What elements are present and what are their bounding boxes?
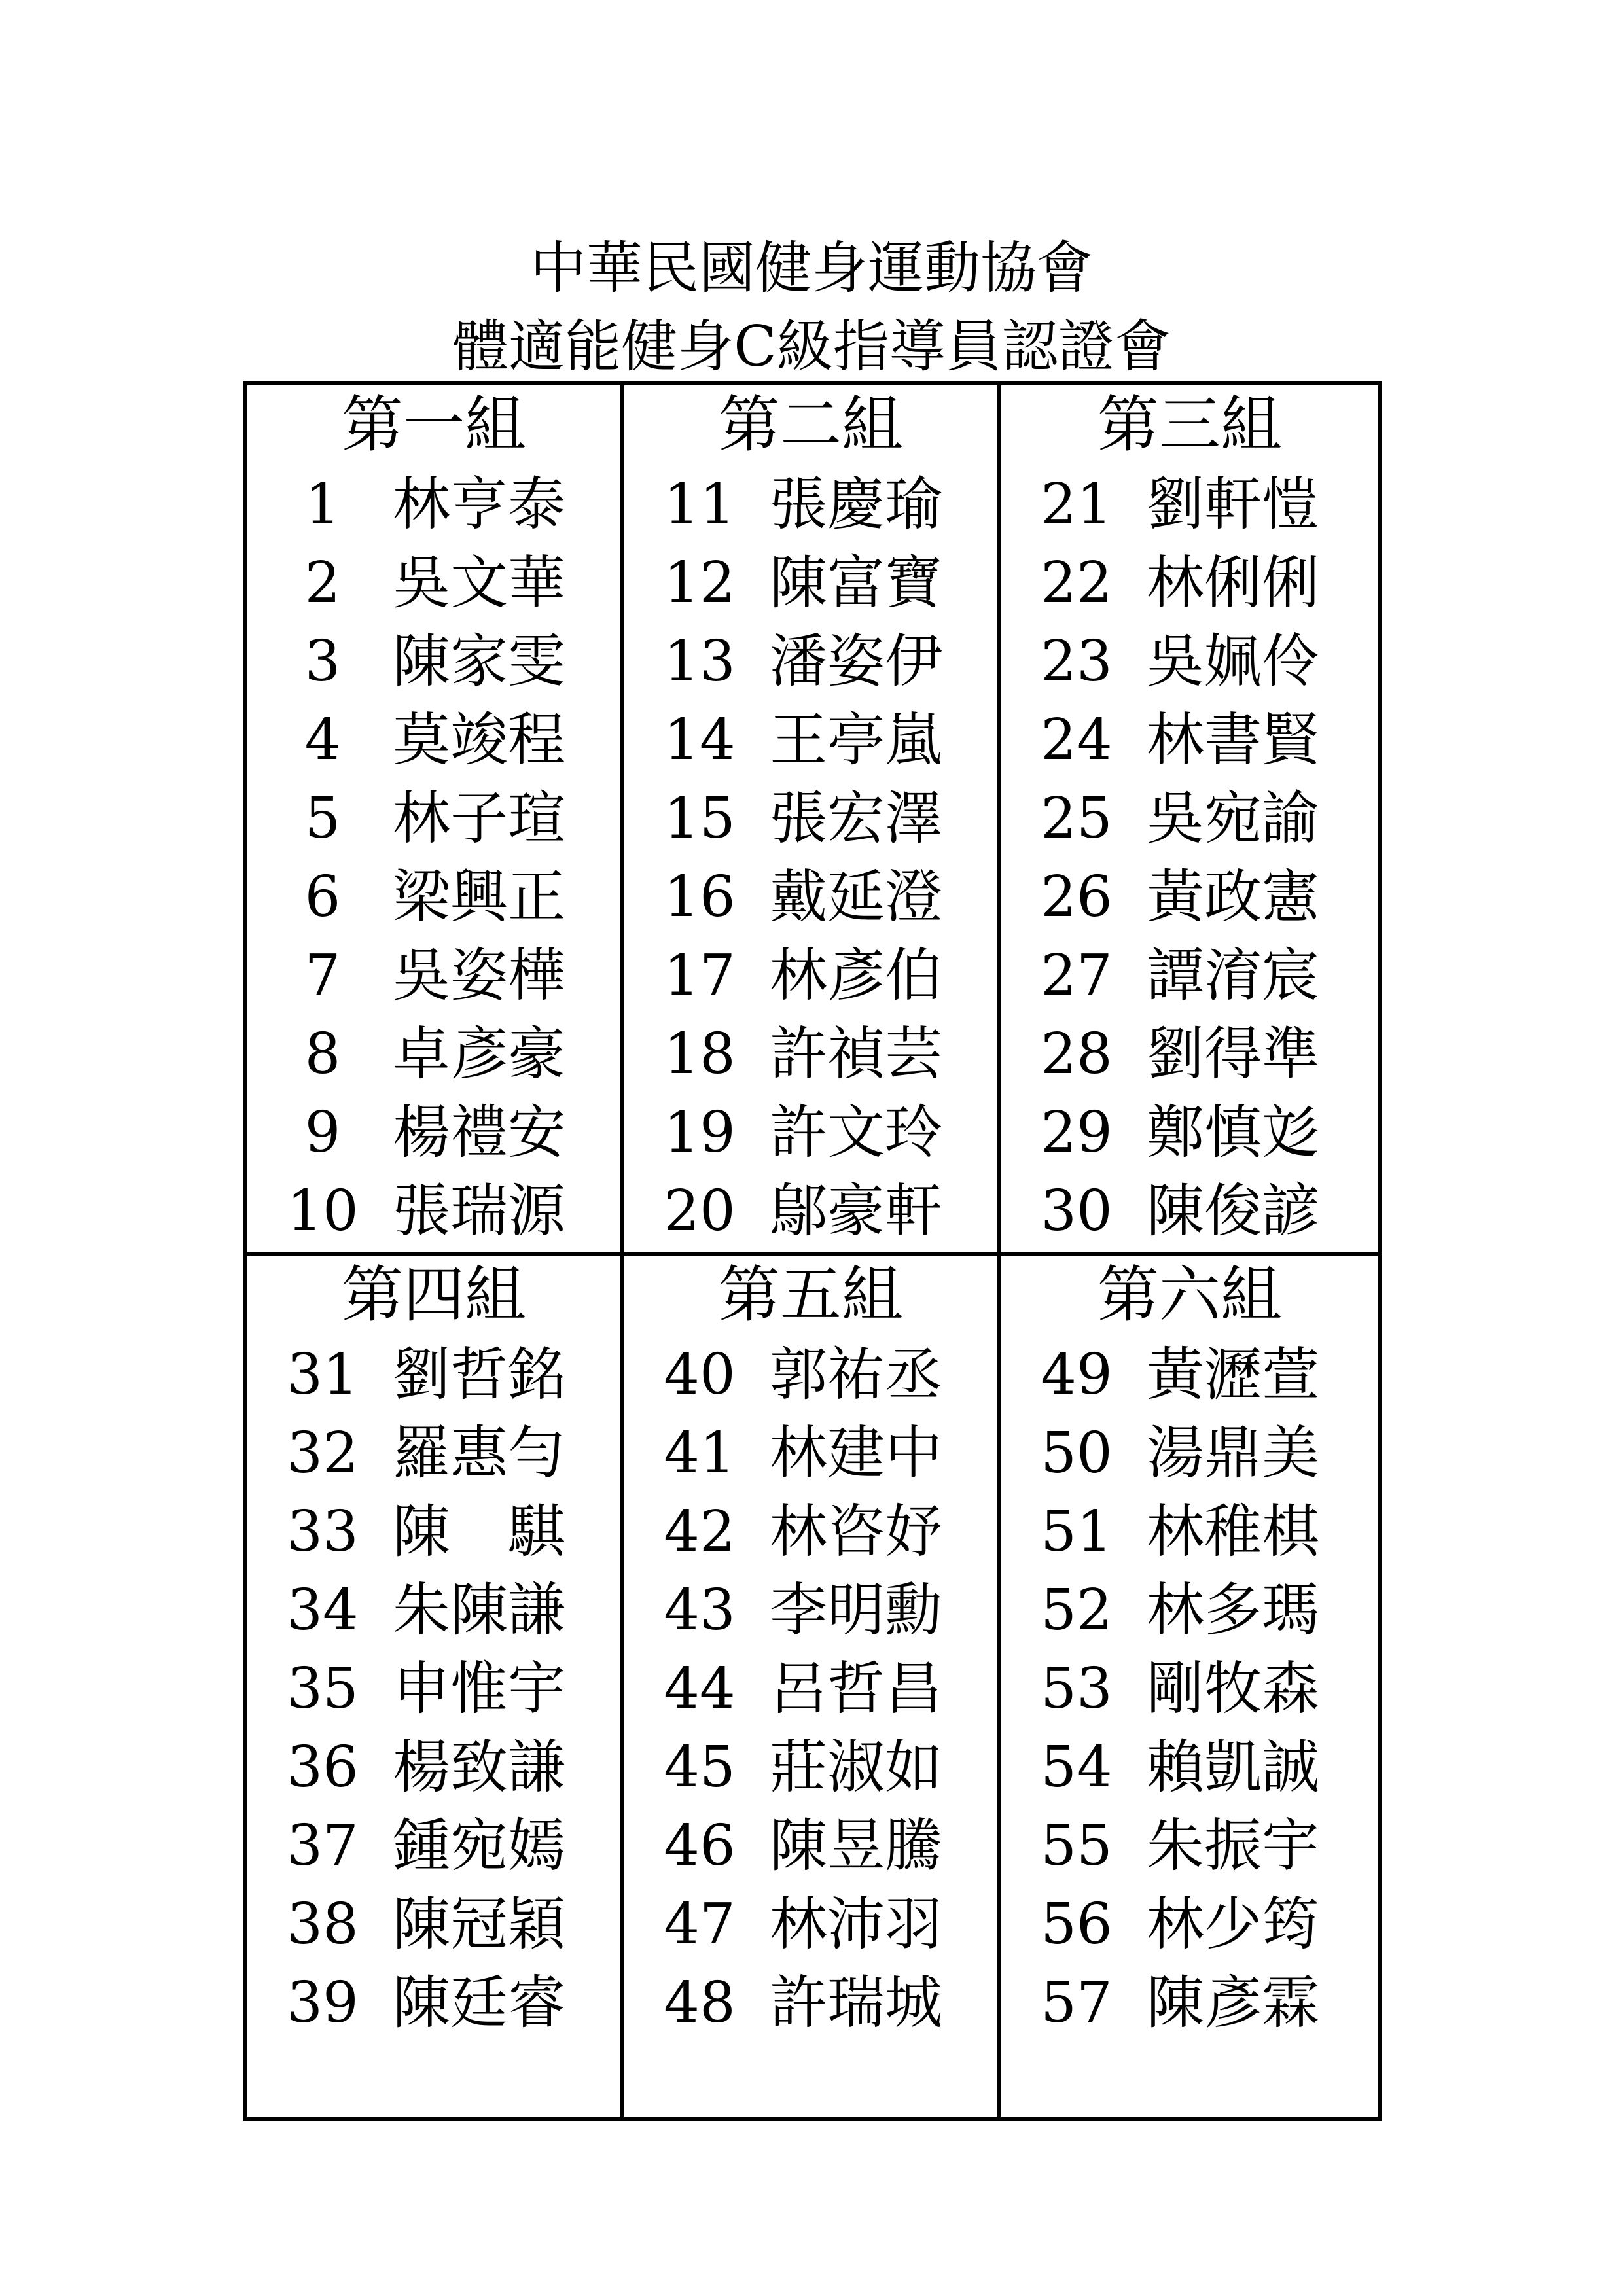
member-row <box>247 1571 620 1650</box>
member-row <box>1001 1571 1378 1650</box>
member-number: 47 <box>664 1892 736 1957</box>
member-name: 呂哲昌 <box>770 1655 943 1722</box>
member-row <box>247 544 620 622</box>
group-title: 第四組 <box>341 1260 526 1331</box>
member-name: 李明勳 <box>770 1576 943 1644</box>
member-row <box>624 1093 997 1172</box>
member-row <box>1001 1172 1378 1250</box>
member-number: 12 <box>664 550 736 616</box>
member-name: 劉得準 <box>1147 1020 1320 1087</box>
member-row <box>1001 1964 1378 2042</box>
member-number: 27 <box>1041 943 1113 1008</box>
member-row <box>247 1093 620 1172</box>
group-cell <box>624 385 1001 1256</box>
member-row <box>1001 622 1378 701</box>
member-number: 39 <box>287 1970 359 2036</box>
group-cell <box>247 1256 624 2117</box>
member-name: 莊淑如 <box>770 1733 943 1801</box>
member-number: 49 <box>1041 1342 1113 1407</box>
member-row <box>1001 701 1378 779</box>
group-cell <box>624 1256 1001 2117</box>
member-list <box>624 465 997 1250</box>
member-number: 53 <box>1041 1656 1113 1722</box>
member-row <box>247 465 620 544</box>
member-row <box>624 1414 997 1492</box>
member-name: 林書賢 <box>1147 706 1320 773</box>
member-number: 25 <box>1041 786 1113 851</box>
member-row <box>1001 1728 1378 1807</box>
member-row <box>1001 544 1378 622</box>
member-row <box>624 936 997 1015</box>
member-name: 鄭慎彣 <box>1147 1099 1320 1166</box>
member-name: 許瑞城 <box>770 1969 943 2036</box>
group-roster-table <box>243 381 1382 2121</box>
member-name: 張宏澤 <box>770 785 943 852</box>
member-row <box>247 858 620 936</box>
member-row <box>624 1964 997 2042</box>
member-list <box>247 465 620 1250</box>
member-name: 鍾宛嫣 <box>393 1812 566 1879</box>
member-number: 23 <box>1041 629 1113 694</box>
member-number: 29 <box>1041 1100 1113 1165</box>
member-row <box>1001 1650 1378 1728</box>
member-number: 21 <box>1041 472 1113 537</box>
member-number: 46 <box>664 1813 736 1879</box>
member-number: 48 <box>664 1970 736 2036</box>
member-row <box>1001 1335 1378 1414</box>
document-subtitle: 體適能健身C級指導員認證會 <box>452 314 1171 380</box>
member-name: 吳姿樺 <box>393 942 566 1009</box>
member-row <box>247 1650 620 1728</box>
member-number: 28 <box>1041 1021 1113 1087</box>
member-name: 黃瀝萱 <box>1147 1341 1320 1408</box>
member-number: 1 <box>304 472 341 537</box>
member-number: 19 <box>664 1100 736 1165</box>
member-number: 36 <box>287 1735 359 1800</box>
member-number: 54 <box>1041 1735 1113 1800</box>
member-row <box>624 779 997 858</box>
member-list <box>247 1335 620 2042</box>
member-name: 陳廷睿 <box>393 1969 566 2036</box>
member-name: 潘姿伊 <box>770 627 943 695</box>
group-title: 第三組 <box>1097 389 1282 461</box>
member-row <box>624 858 997 936</box>
member-number: 15 <box>664 786 736 851</box>
member-number: 22 <box>1041 550 1113 616</box>
member-row <box>1001 1492 1378 1571</box>
member-number: 8 <box>304 1021 341 1087</box>
member-name: 朱振宇 <box>1147 1812 1320 1879</box>
member-name: 林多瑪 <box>1147 1576 1320 1644</box>
member-row <box>624 1172 997 1250</box>
member-number: 5 <box>304 786 341 851</box>
member-name: 卓彥豪 <box>393 1020 566 1087</box>
member-row <box>247 1807 620 1885</box>
member-number: 30 <box>1041 1178 1113 1244</box>
member-number: 31 <box>287 1342 359 1407</box>
member-row <box>247 1492 620 1571</box>
member-number: 16 <box>664 864 736 930</box>
member-number: 14 <box>664 707 736 773</box>
member-name: 許文玲 <box>770 1099 943 1166</box>
member-name: 林咨妤 <box>770 1498 943 1565</box>
member-number: 52 <box>1041 1578 1113 1643</box>
member-row <box>247 1414 620 1492</box>
document-title: 中華民國健身運動協會 <box>530 236 1093 301</box>
member-row <box>624 465 997 544</box>
member-name: 梁興正 <box>393 863 566 930</box>
member-name: 林建中 <box>770 1419 943 1487</box>
member-number: 26 <box>1041 864 1113 930</box>
member-number: 44 <box>664 1656 736 1722</box>
member-name: 剛牧森 <box>1147 1655 1320 1722</box>
member-list <box>1001 1335 1378 2042</box>
member-number: 7 <box>304 943 341 1008</box>
group-title: 第五組 <box>718 1260 903 1331</box>
member-name: 羅惠勻 <box>393 1419 566 1487</box>
member-name: 林彥伯 <box>770 942 943 1009</box>
member-row <box>1001 1885 1378 1964</box>
member-name: 林沛羽 <box>770 1890 943 1958</box>
member-number: 50 <box>1041 1421 1113 1486</box>
member-row <box>247 936 620 1015</box>
member-number: 3 <box>304 629 341 694</box>
member-row <box>624 1885 997 1964</box>
member-name: 申惟宇 <box>393 1655 566 1722</box>
member-name: 戴延澄 <box>770 863 943 930</box>
member-row <box>1001 1015 1378 1093</box>
member-name: 吳姵伶 <box>1147 627 1320 695</box>
member-number: 43 <box>664 1578 736 1643</box>
member-name: 楊致謙 <box>393 1733 566 1801</box>
member-row <box>247 1172 620 1250</box>
member-name: 劉軒愷 <box>1147 470 1320 538</box>
member-row <box>1001 936 1378 1015</box>
member-row <box>624 1807 997 1885</box>
member-row <box>624 1015 997 1093</box>
member-name: 陳俊諺 <box>1147 1177 1320 1245</box>
member-name: 朱陳謙 <box>393 1576 566 1644</box>
member-row <box>1001 779 1378 858</box>
group-title: 第二組 <box>718 389 903 461</box>
member-row <box>247 1335 620 1414</box>
member-name: 陳家雯 <box>393 627 566 695</box>
member-number: 18 <box>664 1021 736 1087</box>
member-number: 9 <box>304 1100 341 1165</box>
group-title: 第六組 <box>1097 1260 1282 1331</box>
member-name: 張瑞源 <box>393 1177 566 1245</box>
member-name: 賴凱誠 <box>1147 1733 1320 1801</box>
member-row <box>624 1650 997 1728</box>
member-number: 10 <box>287 1178 359 1244</box>
member-row <box>247 1728 620 1807</box>
member-number: 51 <box>1041 1499 1113 1564</box>
member-name: 陳 騏 <box>393 1498 566 1565</box>
member-number: 20 <box>664 1178 736 1244</box>
member-name: 湯鼎美 <box>1147 1419 1320 1487</box>
member-number: 57 <box>1041 1970 1113 2036</box>
member-name: 王亭嵐 <box>770 706 943 773</box>
member-row <box>247 1964 620 2042</box>
member-number: 37 <box>287 1813 359 1879</box>
member-name: 林稚棋 <box>1147 1498 1320 1565</box>
member-name: 許禎芸 <box>770 1020 943 1087</box>
member-name: 吳文華 <box>393 549 566 616</box>
group-cell <box>1001 385 1378 1256</box>
group-cell <box>247 385 624 1256</box>
member-name: 林少筠 <box>1147 1890 1320 1958</box>
member-name: 林子瑄 <box>393 785 566 852</box>
member-name: 莫竣程 <box>393 706 566 773</box>
member-number: 40 <box>664 1342 736 1407</box>
member-row <box>624 701 997 779</box>
member-number: 17 <box>664 943 736 1008</box>
member-name: 陳富寶 <box>770 549 943 616</box>
group-title: 第一組 <box>341 389 526 461</box>
member-name: 吳宛諭 <box>1147 785 1320 852</box>
member-row <box>1001 1093 1378 1172</box>
member-row <box>247 622 620 701</box>
member-number: 38 <box>287 1892 359 1957</box>
member-name: 林亨泰 <box>393 470 566 538</box>
member-number: 2 <box>304 550 341 616</box>
member-row <box>247 779 620 858</box>
member-row <box>624 1728 997 1807</box>
member-list <box>624 1335 997 2042</box>
member-number: 34 <box>287 1578 359 1643</box>
member-number: 13 <box>664 629 736 694</box>
member-number: 4 <box>304 707 341 773</box>
member-number: 41 <box>664 1421 736 1486</box>
member-row <box>1001 1414 1378 1492</box>
member-row <box>1001 858 1378 936</box>
member-name: 黃政憲 <box>1147 863 1320 930</box>
member-name: 譚淯宸 <box>1147 942 1320 1009</box>
member-row <box>624 1492 997 1571</box>
member-name: 陳彥霖 <box>1147 1969 1320 2036</box>
member-number: 33 <box>287 1499 359 1564</box>
member-number: 6 <box>304 864 341 930</box>
member-number: 24 <box>1041 707 1113 773</box>
member-number: 42 <box>664 1499 736 1564</box>
member-row <box>624 622 997 701</box>
member-list <box>1001 465 1378 1250</box>
member-row <box>624 1335 997 1414</box>
member-number: 45 <box>664 1735 736 1800</box>
member-row <box>1001 465 1378 544</box>
member-name: 郭祐丞 <box>770 1341 943 1408</box>
member-number: 32 <box>287 1421 359 1486</box>
member-row <box>624 1571 997 1650</box>
member-name: 陳冠穎 <box>393 1890 566 1958</box>
member-name: 楊禮安 <box>393 1099 566 1166</box>
member-row <box>247 1015 620 1093</box>
member-number: 35 <box>287 1656 359 1722</box>
member-row <box>624 544 997 622</box>
member-name: 鄔豪軒 <box>770 1177 943 1245</box>
member-name: 陳昱騰 <box>770 1812 943 1879</box>
member-number: 55 <box>1041 1813 1113 1879</box>
group-cell <box>1001 1256 1378 2117</box>
member-row <box>1001 1807 1378 1885</box>
member-name: 林俐俐 <box>1147 549 1320 616</box>
member-number: 11 <box>664 472 736 537</box>
member-row <box>247 1885 620 1964</box>
member-name: 張慶瑜 <box>770 470 943 538</box>
member-name: 劉哲銘 <box>393 1341 566 1408</box>
member-row <box>247 701 620 779</box>
member-number: 56 <box>1041 1892 1113 1957</box>
